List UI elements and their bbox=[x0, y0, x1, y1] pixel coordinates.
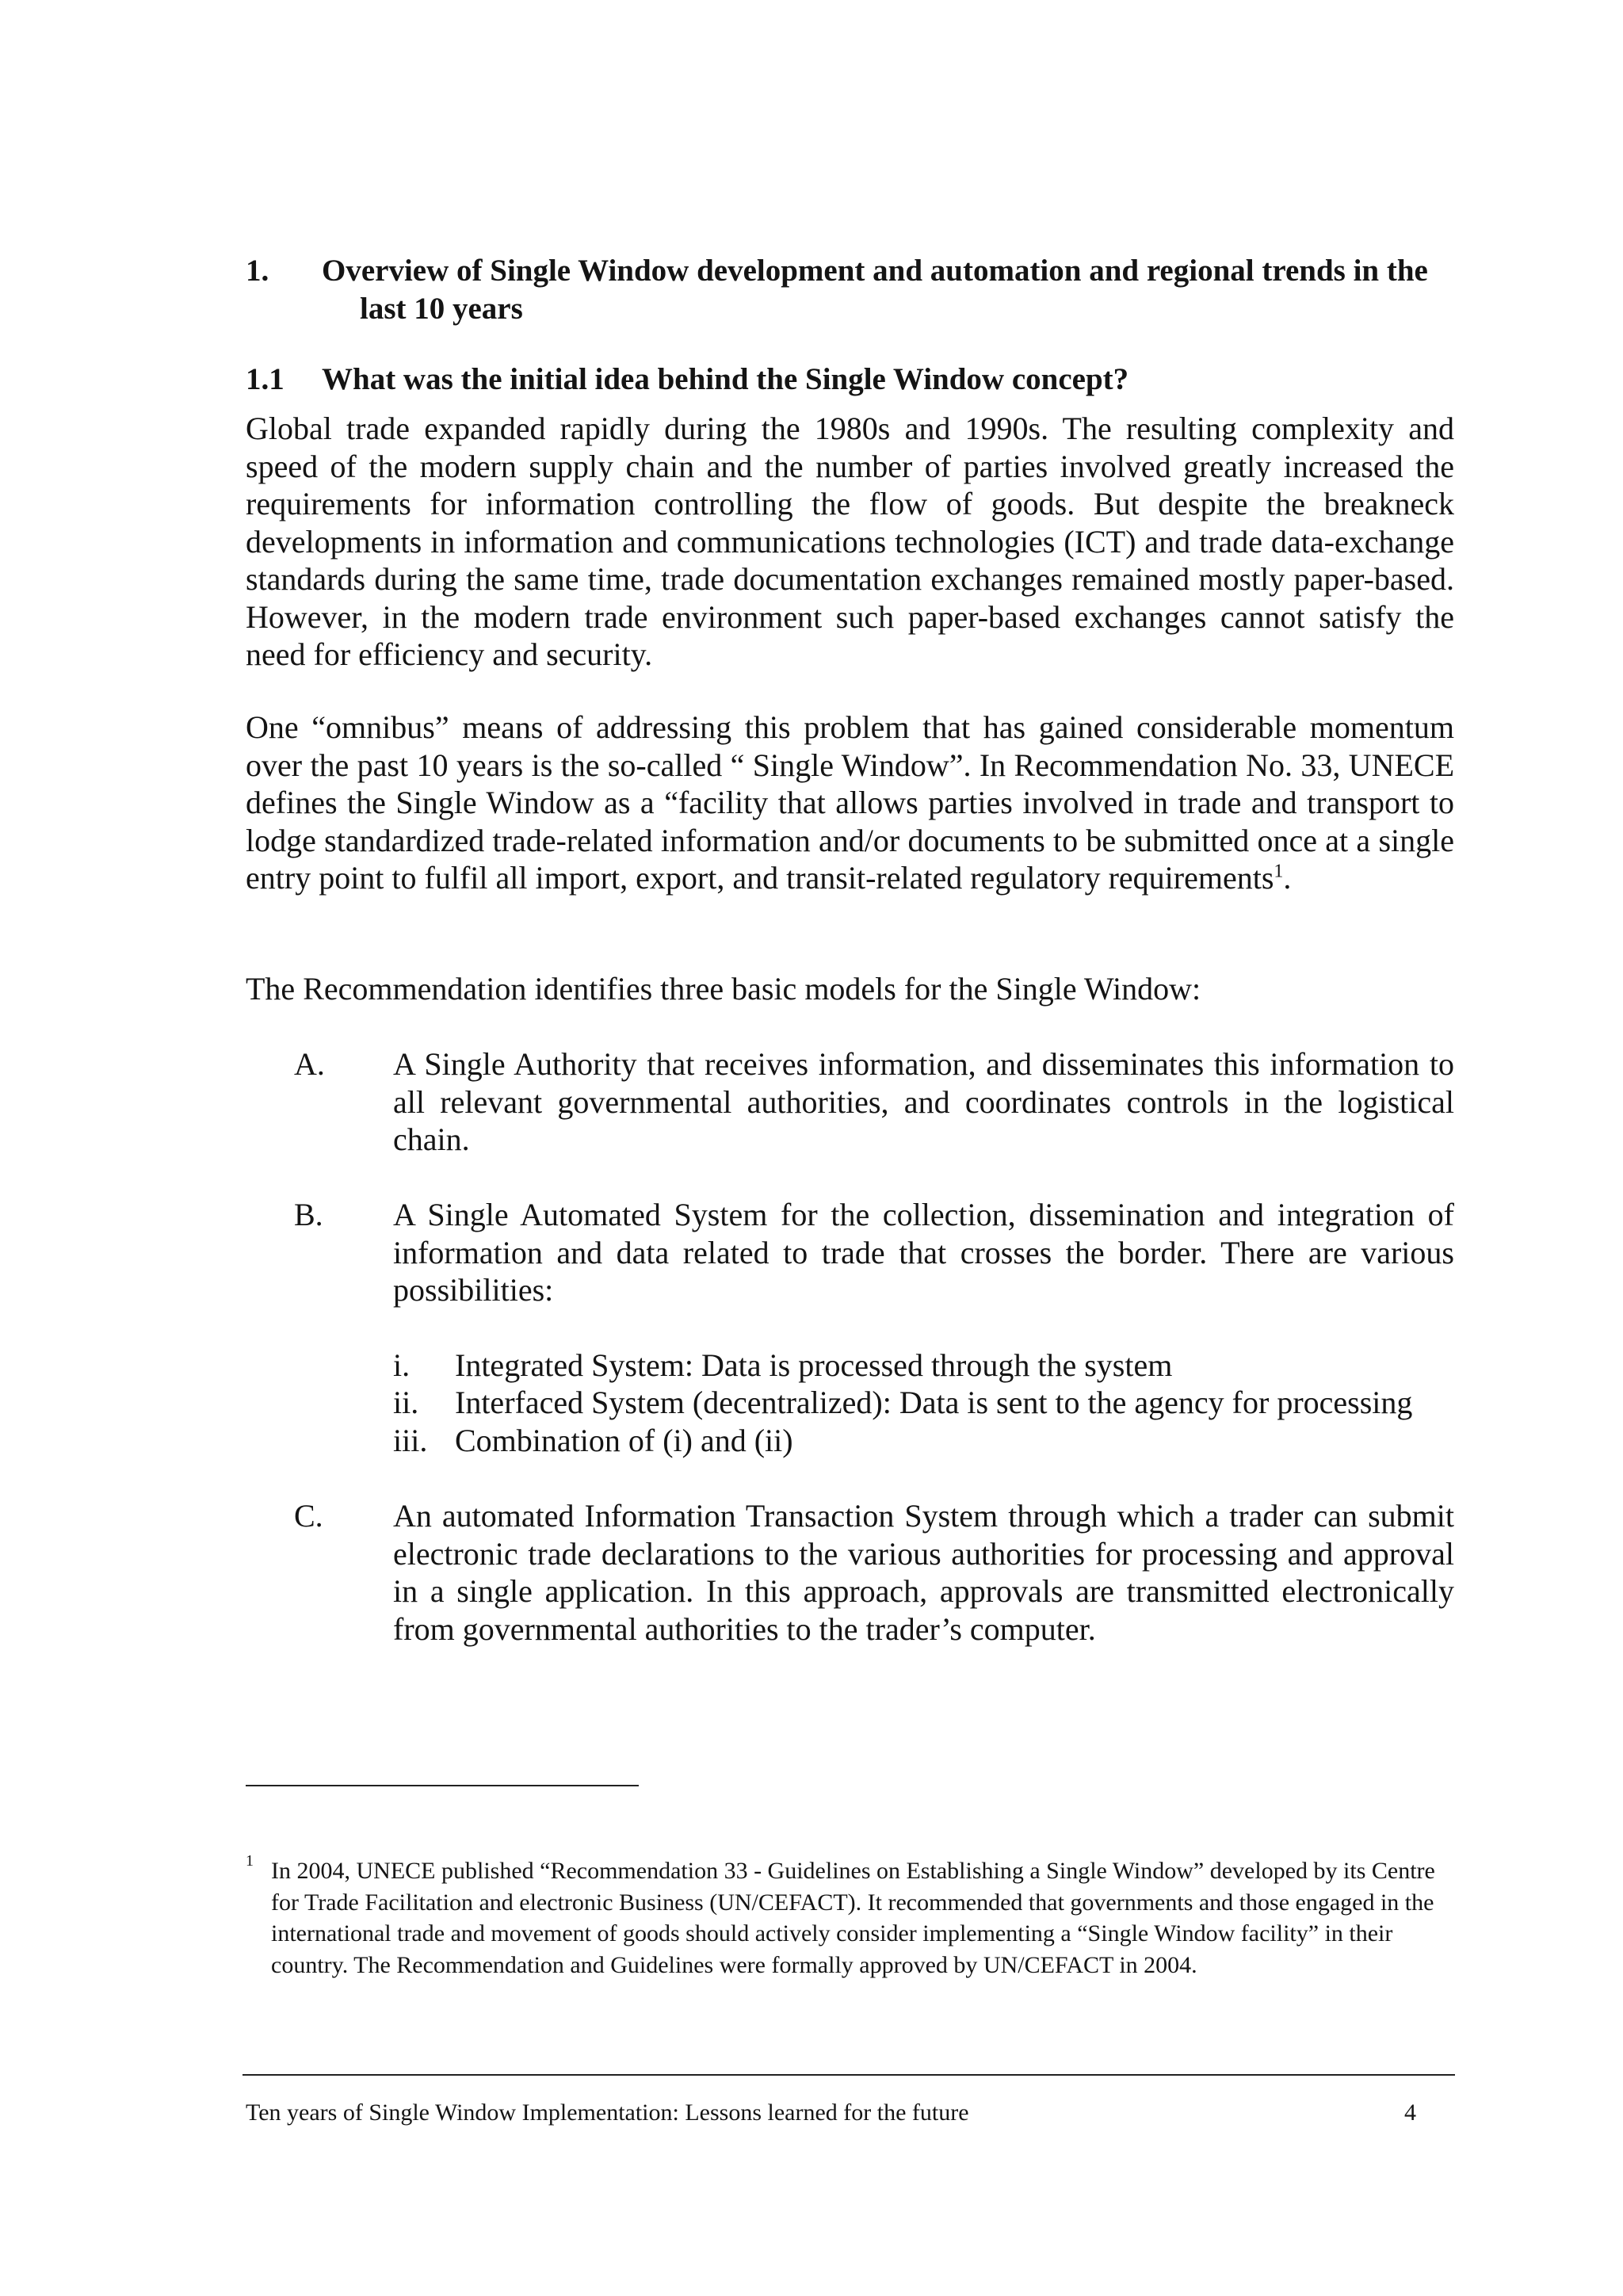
paragraph-omnibus-text: One “omnibus” means of addressing this problem that has gained considerable momentum over the past 10 years is the so-called “ Single Window”. In Recommendation No. 33, UNECE defines the Single Window as a “facility that allows parties involved in trade and transport to lodge standardized trade-related information and/or documents to be submitted once at a single entry point to fulfil all import, export, and transit-related regulatory requirements bbox=[246, 709, 1454, 896]
subsection-number: 1.1 bbox=[246, 362, 285, 396]
footnote-reference[interactable]: 1 bbox=[1274, 861, 1284, 882]
footnote-mark: 1 bbox=[246, 1852, 254, 1870]
model-text: A Single Authority that receives information, and disseminates this information to all relevant governmental authorities, and coordinates controls in the logistical chain. bbox=[393, 1046, 1454, 1157]
section-number: 1. bbox=[246, 254, 269, 288]
sub-item-text: Combination of (i) and (ii) bbox=[455, 1423, 793, 1458]
subsection-heading-1-1 bbox=[246, 361, 1458, 400]
section-title: Overview of Single Window development and automation and regional trends in the last 10 years bbox=[322, 254, 1428, 326]
footer-divider bbox=[242, 2074, 1455, 2076]
footnote-text: In 2004, UNECE published “Recommendation 33 - Guidelines on Establishing a Single Window” developed by its Centre for Trade Facilitation and electronic Business (UN/CEFACT). It recommended that governments and those engaged in the international trade and movement of goods should actively consider implementing a “Single Window facility” in their country. The Recommendation and Guidelines were formally approved by UN/CEFACT in 2004. bbox=[271, 1858, 1435, 1978]
paragraph-global-trade: Global trade expanded rapidly during the 1980s and 1990s. The resulting complexity and speed of the modern supply chain and the number of parties involved greatly increased the requirements for information controlling the flow of goods. But despite the breakneck developments in information and communications technologies (ICT) and trade data-exchange standards during the same time, trade documentation exchanges remained mostly paper-based. However, in the modern trade environment such paper-based exchanges cannot satisfy the need for efficiency and security. bbox=[246, 411, 1454, 672]
sub-item-text: Interfaced System (decentralized): Data is sent to the agency for processing bbox=[455, 1385, 1413, 1420]
page-number: 4 bbox=[1404, 2099, 1416, 2126]
sub-item-numeral: iii. bbox=[393, 1423, 428, 1458]
sub-item-text: Integrated System: Data is processed through the system bbox=[455, 1347, 1173, 1383]
paragraph-omnibus-end: . bbox=[1283, 860, 1292, 896]
sub-item-numeral: ii. bbox=[393, 1385, 419, 1420]
footnote-separator bbox=[246, 1785, 639, 1786]
model-text: A Single Automated System for the collection, dissemination and integration of information and data related to trade that crosses the border. There are various possibilities: bbox=[393, 1197, 1454, 1308]
subsection-title: What was the initial idea behind the Single Window concept? bbox=[322, 362, 1129, 396]
model-letter: C. bbox=[294, 1498, 323, 1534]
model-text: An automated Information Transaction System through which a trader can submit electronic trade declarations to the various authorities for processing and approval in a single application. In this approach, approvals are transmitted electronically from governmental authorities to the trader’s computer. bbox=[393, 1498, 1454, 1647]
model-letter: A. bbox=[294, 1046, 325, 1082]
model-letter: B. bbox=[294, 1197, 323, 1232]
section-heading-1 bbox=[246, 252, 1458, 331]
paragraph-models-intro: The Recommendation identifies three basic models for the Single Window: bbox=[246, 971, 1201, 1007]
footer-title: Ten years of Single Window Implementation: Lessons learned for the future bbox=[246, 2099, 969, 2126]
paragraph-omnibus bbox=[246, 709, 1454, 897]
sub-item-numeral: i. bbox=[393, 1347, 411, 1383]
